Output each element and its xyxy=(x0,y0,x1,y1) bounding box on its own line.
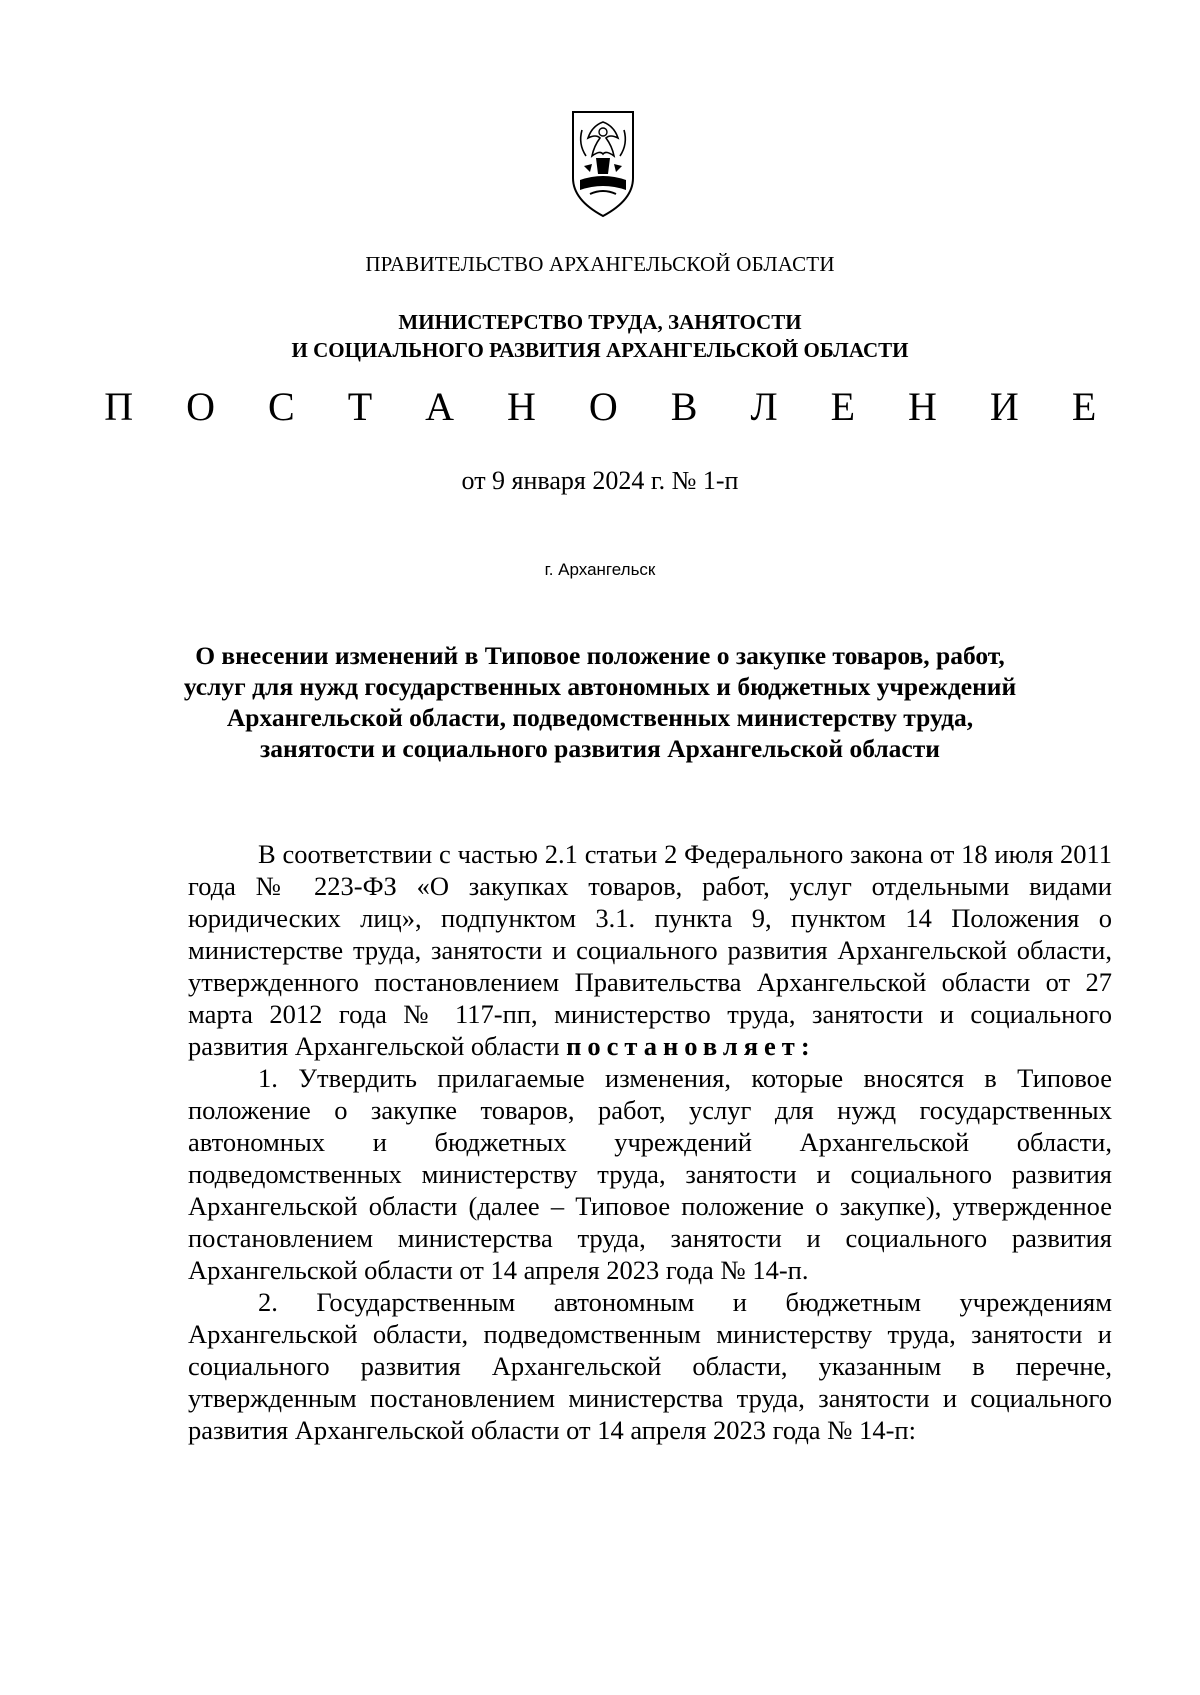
title-line: О внесении изменений в Типовое положение о закупке товаров, работ, xyxy=(195,641,1005,670)
document-city: г. Архангельск xyxy=(544,560,656,579)
item-2-paragraph: 2. Государственным автономным и бюджетным учреждениям Архангельской области, подведомственным министерству труда, занятости и социального развития Архангельской области, указанным в перечне, утвержденным постановлением министерства труда, занятости и социального развития Архангельской области от 14 апреля 2023 года № 14-п: xyxy=(188,1287,1112,1445)
document-date-number: от 9 января 2024 г. № 1-п xyxy=(461,466,739,495)
title-line: занятости и социального развития Архангельской области xyxy=(260,734,940,763)
ministry-name-line: И СОЦИАЛЬНОГО РАЗВИТИЯ АРХАНГЕЛЬСКОЙ ОБЛАСТИ xyxy=(291,338,909,362)
government-name: ПРАВИТЕЛЬСТВО АРХАНГЕЛЬСКОЙ ОБЛАСТИ xyxy=(365,252,835,276)
coat-of-arms-emblem xyxy=(570,108,636,220)
item-1-paragraph: 1. Утвердить прилагаемые изменения, которые вносятся в Типовое положение о закупке товаров, работ, услуг для нужд государственных автономных и бюджетных учреждений Архангельской области, подведомственных министерству труда, занятости и социального развития Архангельской области (далее – Типовое положение о закупке), утвержденное постановлением министерства труда, занятости и социального развития Архангельской области от 14 апреля 2023 года № 14-п. xyxy=(188,1063,1112,1285)
preamble-text: В соответствии с частью 2.1 статьи 2 Федерального закона от 18 июля 2011 года № 223-ФЗ «О закупках товаров, работ, услуг отдельными видами юридических лиц», подпунктом 3.1. пункта 9, пунктом 14 Положения о министерстве труда, занятости и социального развития Архангельской области, утвержденного постановлением Правительства Архангельской области от 27 марта 2012 года № 117-пп, министерство труда, занятости и социального развития Архангельской области xyxy=(188,839,1112,1061)
title-line: Архангельской области, подведомственных министерству труда, xyxy=(226,703,974,732)
preamble-paragraph xyxy=(188,838,1112,1062)
decrees-word: постановляет: xyxy=(566,1031,816,1061)
ministry-name-line: МИНИСТЕРСТВО ТРУДА, ЗАНЯТОСТИ xyxy=(398,310,802,334)
ministry-name xyxy=(0,308,1200,364)
title-line: услуг для нужд государственных автономных и бюджетных учреждений xyxy=(183,672,1017,701)
document-type-heading: П О С Т А Н О В Л Е Н И Е xyxy=(104,384,1118,429)
document-body xyxy=(188,838,1112,1446)
document-title xyxy=(0,640,1200,764)
